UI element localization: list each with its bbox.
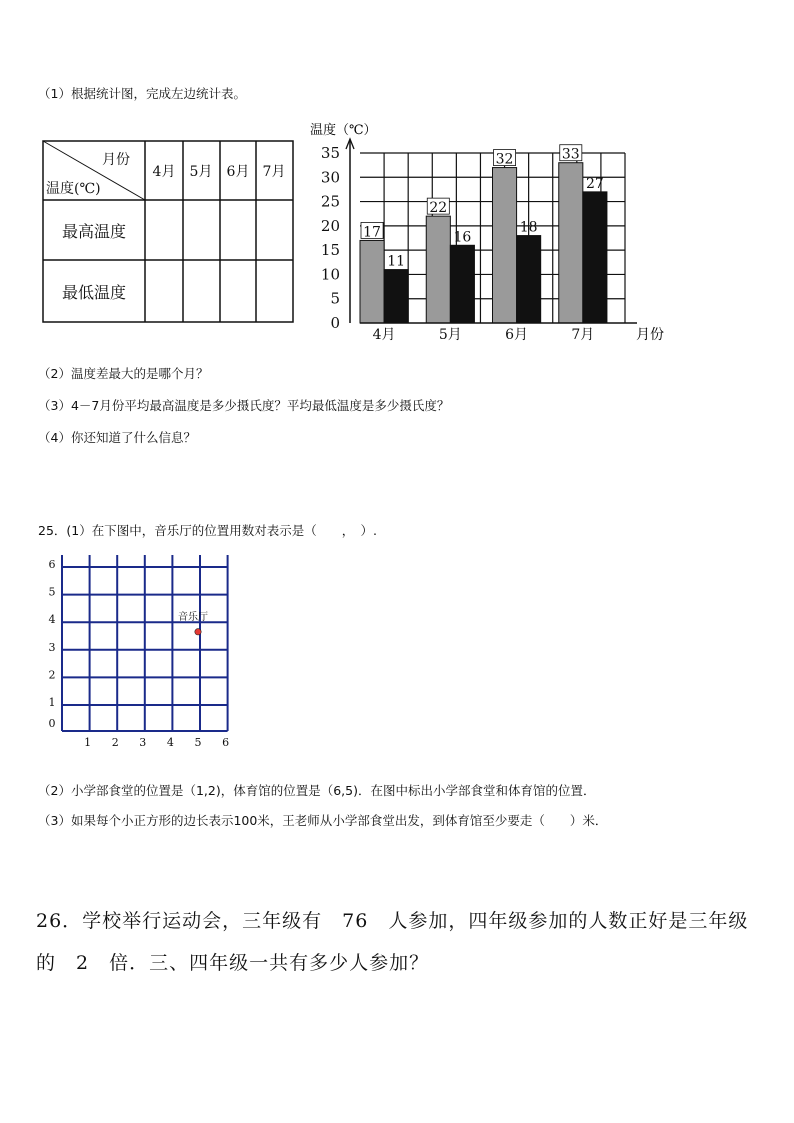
bar-value-label: 32	[495, 151, 514, 168]
x-tick-label: 7月	[571, 327, 595, 343]
concert-hall-point	[195, 629, 201, 635]
grid-x-label: 4	[166, 736, 174, 749]
q25-part2: （2）小学部食堂的位置是（1,2)，体育馆的位置是（6,5)．在图中标出小学部食堂和体育馆的位置．	[38, 783, 596, 798]
q25-part3: （3）如果每个小正方形的边长表示100米，王老师从小学部食堂出发，到体育馆至少要走（ ）米．	[38, 813, 608, 828]
grid-x-label: 1	[84, 736, 92, 749]
table-header-month: 月份	[102, 152, 130, 168]
x-tick-label: 6月	[505, 327, 529, 343]
grid-x-label: 2	[111, 736, 119, 749]
table-col-jun: 6月	[226, 164, 250, 180]
bar-low-temp	[384, 270, 408, 323]
y-tick-label: 25	[320, 192, 340, 211]
grid-x-label: 5	[194, 736, 202, 749]
table-row-low: 最低温度	[61, 283, 127, 302]
bar-value-label: 16	[453, 229, 472, 246]
grid-y-label: 3	[48, 640, 56, 654]
bar-value-label: 18	[519, 219, 538, 236]
bar-value-label: 22	[429, 200, 448, 217]
concert-hall-label: 音乐厅	[178, 611, 208, 623]
table-col-jul: 7月	[262, 164, 286, 180]
bar-value-label: 11	[387, 253, 406, 270]
grid-y-label: 0	[48, 717, 56, 730]
bar-high-temp	[493, 168, 517, 323]
table-col-may: 5月	[189, 164, 213, 180]
q25-part1: 25．(1）在下图中，音乐厅的位置用数对表示是（ ， ）.	[38, 523, 377, 538]
q26-line1: 26．学校举行运动会，三年级有 76 人参加，四年级参加的人数正好是三年级	[36, 910, 749, 932]
x-tick-label: 5月	[438, 327, 462, 343]
table-col-apr: 4月	[152, 164, 176, 180]
bar-high-temp	[360, 240, 384, 323]
bar-high-temp	[426, 216, 450, 323]
grid-y-label: 5	[48, 585, 56, 599]
x-axis-label: 月份	[636, 327, 664, 343]
table-header-temperature: 温度(℃)	[46, 181, 101, 197]
y-tick-label: 35	[320, 144, 340, 162]
x-tick-label: 4月	[372, 327, 396, 343]
bar-value-label: 17	[363, 224, 381, 241]
grid-y-label: 2	[48, 668, 56, 682]
y-tick-label: 30	[320, 168, 340, 187]
temperature-bar-chart	[300, 115, 665, 347]
y-tick-label: 10	[320, 265, 340, 284]
q24-part2: （2）温度差最大的是哪个月？	[38, 366, 209, 381]
grid-y-label: 4	[48, 613, 56, 627]
bar-low-temp	[517, 236, 541, 323]
grid-x-label: 6	[222, 736, 230, 749]
statistics-table	[40, 138, 296, 326]
bar-low-temp	[583, 192, 607, 323]
q24-part3: （3）4－7月份平均最高温度是多少摄氏度？平均最低温度是多少摄氏度？	[38, 398, 450, 413]
y-tick-label: 5	[330, 289, 340, 308]
q24-part4: （4）你还知道了什么信息？	[38, 430, 196, 445]
bar-value-label: 33	[561, 146, 580, 163]
grid-y-label: 6	[48, 558, 56, 571]
bar-value-label: 27	[585, 175, 604, 192]
q26-line2: 的 2 倍．三、四年级一共有多少人参加？	[36, 952, 430, 974]
grid-x-label: 3	[139, 736, 147, 749]
table-row-high: 最高温度	[61, 222, 127, 241]
coordinate-grid	[46, 555, 246, 755]
y-tick-label: 20	[320, 216, 340, 235]
q24-part1: （1）根据统计图，完成左边统计表。	[38, 86, 246, 101]
y-tick-label: 0	[330, 314, 340, 332]
y-tick-label: 15	[320, 241, 340, 260]
bar-high-temp	[559, 163, 583, 323]
bar-low-temp	[450, 245, 474, 323]
grid-y-label: 1	[48, 696, 56, 709]
y-axis-label: 温度（℃）	[310, 123, 377, 138]
